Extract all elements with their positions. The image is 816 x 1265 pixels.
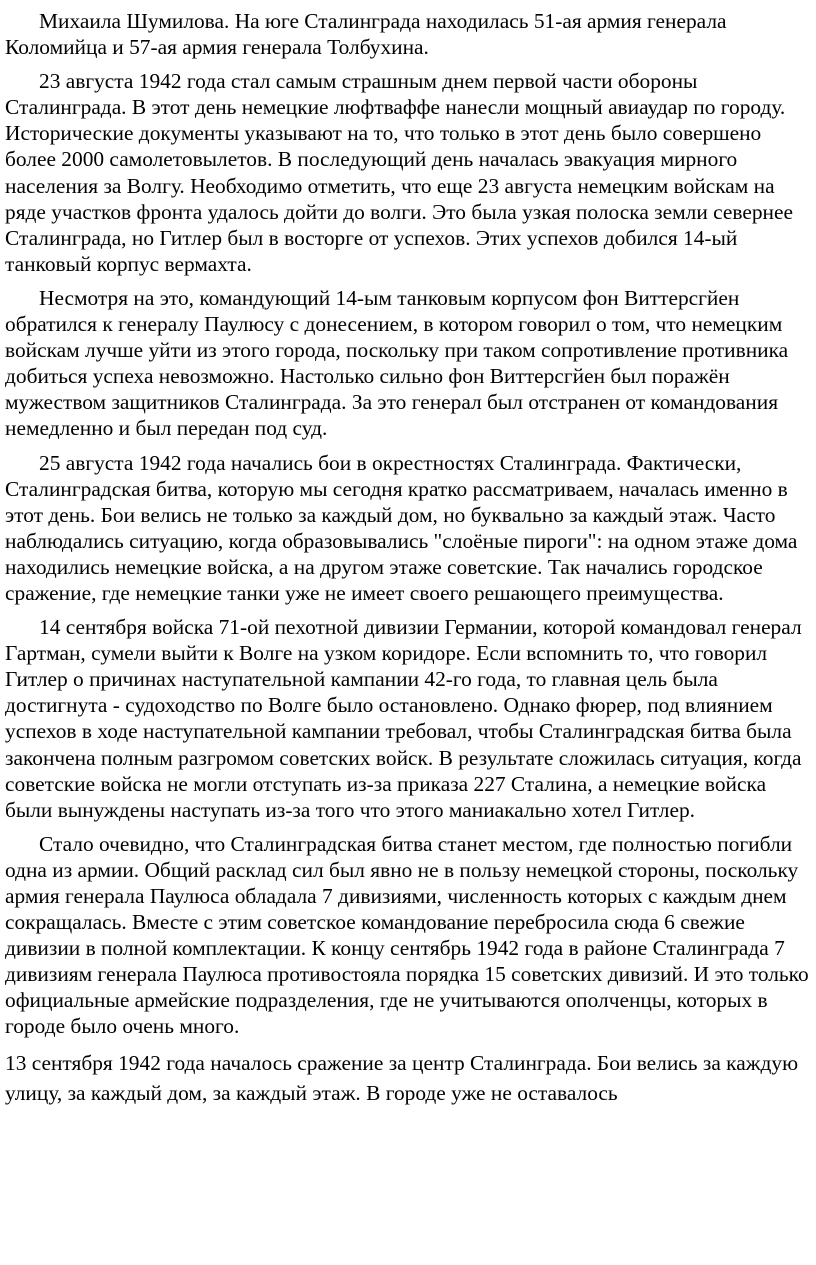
paragraph-5: 14 сентября войска 71-ой пехотной дивизии Германии, которой командовал генерал Гартман, сумели выйти к Волге на узком коридоре. Если вспомнить то, что говорил Гитлер о причинах наступательной кампании 42-го года, то главная цель была достигнута - судоходство по Волге было остановлено. Однако фюрер, под влиянием успехов в ходе наступательной кампании требовал, чтобы Сталинградская битва была закончена полным разгромом советских войск. В результате сложилась ситуация, когда советские войска не могли отступать из-за приказа 227 Сталина, а немецкие войска были вынуждены наступать из-за того что этого маниакально хотел Гитлер.	[5, 615, 802, 822]
paragraph-6: Стало очевидно, что Сталинградская битва станет местом, где полностью погибли одна из армии. Общий расклад сил был явно не в пользу немецкой стороны, поскольку армия генерала Паулюса обладала 7 дивизиями, численность которых с каждым днем сокращалась. Вместе с этим советское командование перебросила сюда 6 свежие дивизии в полной комплектации. К концу сентябрь 1942 года в районе Сталинграда 7 дивизиям генерала Паулюса противостояла порядка 15 советских дивизий. И это только официальные армейские подразделения, где не учитываются ополченцы, которых в городе было очень много.	[5, 831, 809, 1039]
paragraph-2: 23 августа 1942 года стал самым страшным днем первой части обороны Сталинграда. В этот день немецкие люфтваффе нанесли мощный авиаудар по городу. Исторические документы указывают на то, что только в этот день было совершено более 2000 самолетовылетов. В последующий день началась эвакуация мирного населения за Волгу. Необходимо отметить, что еще 23 августа немецким войскам на ряде участков фронта удалось дойти до волги. Это была узкая полоска земли севернее Сталинграда, но Гитлер был в восторге от успехов. Этих успехов добился 14-ый танковый корпус вермахта.	[5, 69, 793, 276]
paragraph-4: 25 августа 1942 года начались бои в окрестностях Сталинграда. Фактически, Сталинградская битва, которую мы сегодня кратко рассматриваем, началась именно в этот день. Бои велись не только за каждый дом, но буквально за каждый этаж. Часто наблюдались ситуацию, когда образовывались "слоёные пироги": на одном этаже дома находились немецкие войска, а на другом этаже советские. Так начались городское сражение, где немецкие танки уже не имеет своего решающего преимущества.	[5, 450, 798, 605]
paragraph-1: Михаила Шумилова. На юге Сталинграда находилась 51-ая армия генерала Коломийца и 57-ая армия генерала Толбухина.	[5, 9, 727, 60]
paragraph-3: Несмотря на это, командующий 14-ым танковым корпусом фон Виттерсгйен обратился к генералу Паулюсу с донесением, в котором говорил о том, что немецким войскам лучше уйти из этого города, поскольку при таком сопротивление противника добиться успеха невозможно. Настолько сильно фон Виттерсгйен был поражён мужеством защитников Сталинграда. За это генерал был отстранен от командования немедленно и был передан под суд.	[5, 285, 789, 441]
paragraph-7: 13 сентября 1942 года началось сражение за центр Сталинграда. Бои велись за каждую улицу, за каждый дом, за каждый этаж. В городе уже не оставалось	[5, 1050, 799, 1106]
